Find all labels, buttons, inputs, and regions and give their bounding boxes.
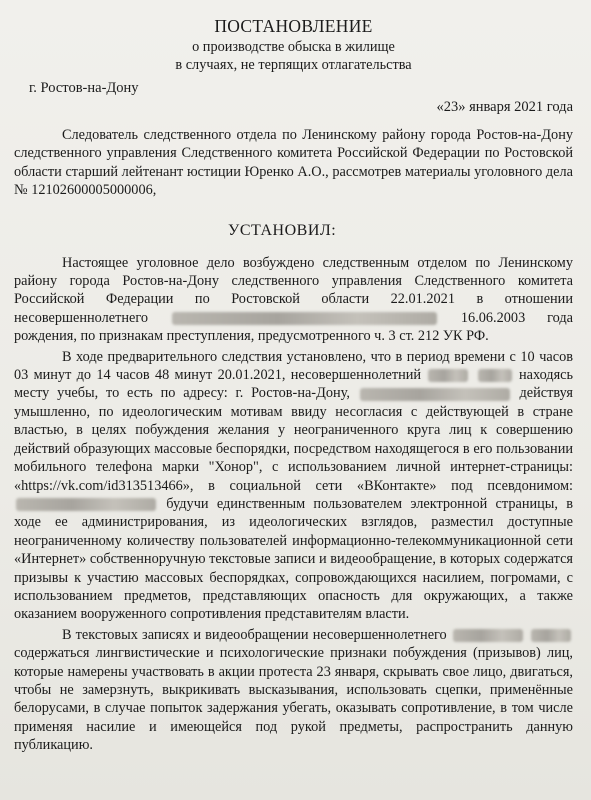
- paragraph-1-part2: 16.06.2003 года рождения, по признакам преступления, предусмотренного ч. 3 ст. 212 УК РФ.: [14, 309, 574, 345]
- redacted-initials: [478, 369, 512, 382]
- paragraph-2-part4: будучи единственным пользователем электронной страницы, в ходе ее администрирования, из идеологических взглядов, разместил доступные неограниченному количеству пользователей информационно-телекоммуникационной сети «Интернет» собственноручную текстовые записи и видеообращение, в которых содержатся призывы к участию массовых беспорядках, сопровождающихся насилием, погромами, с использованием предметов, представляющих опасность для окружающих, а также оказанием вооруженного сопротивления представителям власти.: [14, 495, 573, 623]
- redacted-pseudonym: [16, 498, 156, 511]
- paragraph-2-part3: действуя умышленно, по идеологическим мотивам ввиду несогласия с действующей в стране властью, в целях побуждения желания у неограниченного круга лиц к совершению действий образующих массовые беспорядки, посредством находящегося в его пользовании мобильного телефона марки "Хонор", с использованием личной интернет-страницы: «https://vk.com/id313513466», в социальной сети «ВКонтакте» под псевдонимом:: [14, 385, 574, 494]
- redacted-initials: [531, 629, 571, 642]
- intro-paragraph: Следователь следственного отдела по Ленинскому району города Ростов-на-Дону следственного управления Следственного комитета Российской Федерации по Ростовской области старший лейтенант юстиции Юренко А.О., рассмотрев материалы уголовного дела № 12102600005000006,: [14, 127, 573, 199]
- document-title: ПОСТАНОВЛЕНИЕ: [214, 16, 373, 36]
- document-date: «23» января 2021 года: [436, 99, 573, 115]
- paragraph-3-part2: содержаться лингвистические и психологические признаки побуждения (призывов) лиц, которые намерены участвовать в акции протеста 23 января, скрывать свое лицо, двигаться, чтобы не замерзнуть, выкрикивать высказывания, использовать сцепки, применённые белорусами, в случае попыток задержания убегать, оказывать сопротивление, в том числе применяя насилие и имеющейся под рукой предметы, распространить данную публикацию.: [14, 645, 573, 754]
- city: г. Ростов-на-Дону: [29, 80, 139, 96]
- paragraph-2-part1: В ходе предварительного следствия установлено, что в период времени с 10 часов 03 минут до 14 часов 48 минут 20.01.2021, несовершеннолетний: [14, 348, 573, 384]
- paragraph-2: [14, 348, 573, 624]
- redacted-address: [360, 388, 510, 401]
- paragraph-3-part1: В текстовых записях и видеообращении несовершеннолетнего: [62, 626, 447, 643]
- place-row: [14, 80, 573, 97]
- section-heading: УСТАНОВИЛ:: [228, 221, 337, 239]
- redacted-name: [428, 369, 468, 382]
- paragraph-3: [14, 626, 573, 755]
- redacted-name: [453, 629, 523, 642]
- paragraph-1-part1: Настоящее уголовное дело возбуждено следственным отделом по Ленинскому району города Ростов-на-Дону следственного управления Следственного комитета Российской Федерации по Ростовской области 22.01.2021 в отношении несовершеннолетнего: [14, 254, 573, 326]
- redacted-name: [172, 312, 437, 325]
- document-subtitle-line1: о производстве обыска в жилище: [192, 39, 395, 55]
- document-subtitle-line2: в случаях, не терпящих отлагательства: [175, 57, 412, 73]
- paragraph-2-part2: находясь месту учебы, то есть по адресу: г. Ростов-на-Дону,: [14, 367, 574, 402]
- paragraph-1: [14, 254, 573, 346]
